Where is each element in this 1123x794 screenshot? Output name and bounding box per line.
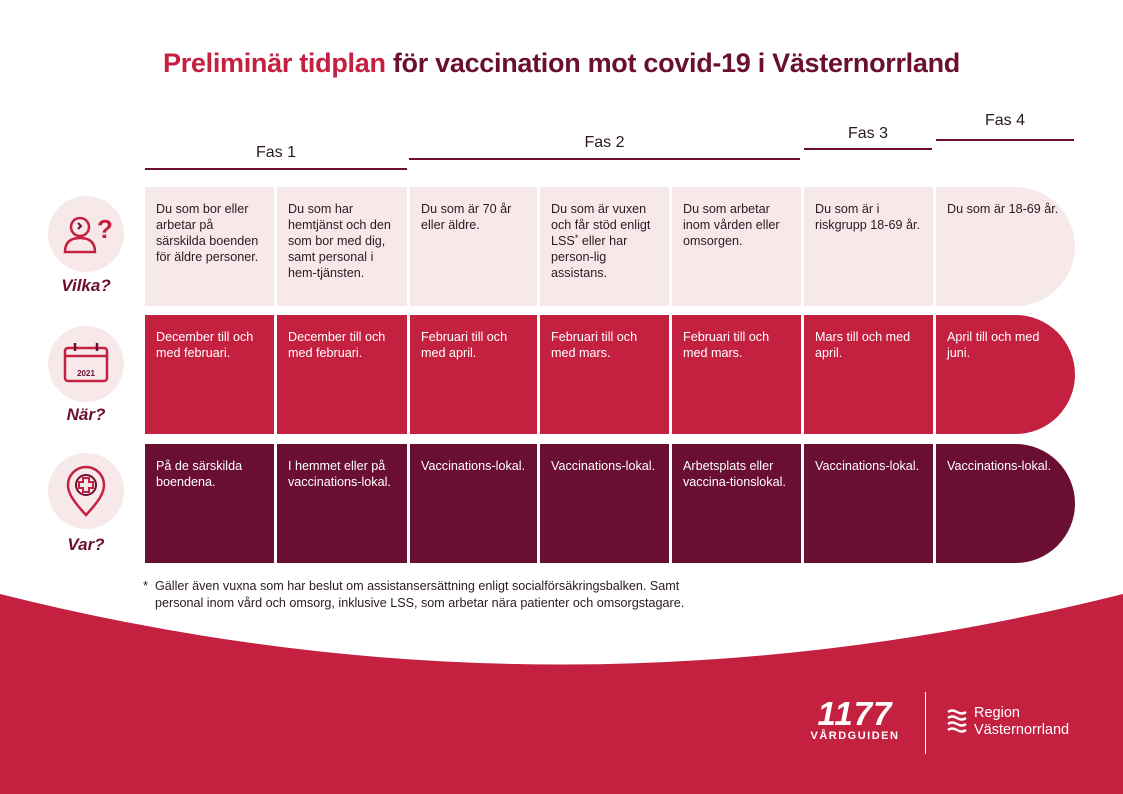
title-rest: för vaccination mot covid-19 i Västernorrland [392,48,960,78]
var-cell-7: Vaccinations-lokal. [936,444,1075,563]
var-cell-4: Vaccinations-lokal. [540,444,669,563]
location-cross-icon [48,453,124,529]
region-logo-text [974,705,1069,739]
svg-text:?: ? [97,214,113,244]
nar-cell-6: Mars till och med april. [804,315,933,434]
footnote-line-1: Gäller även vuxna som har beslut om assistansersättning enligt socialförsäkringsbalken. Samt [155,579,680,593]
var-cell-3: Vaccinations-lokal. [410,444,537,563]
var-cell-5: Arbetsplats eller vaccina-tionslokal. [672,444,801,563]
calendar-icon [48,326,124,402]
phase-1-header [145,144,407,172]
phase-3-line [804,148,932,150]
footnote [145,578,684,612]
phase-1-label: Fas 1 [255,144,296,161]
phase-1-line [145,168,407,170]
phase-4-label: Fas 4 [984,112,1025,129]
footnote-marker: * [574,233,579,243]
vilka-cell-1: Du som bor eller arbetar på särskilda boenden för äldre personer. [145,187,274,306]
var-cell-2: I hemmet eller på vaccinations-lokal. [277,444,407,563]
region-line-2: Västernorrland [974,722,1070,738]
region-crest-icon [946,708,968,738]
var-icon-circle [48,453,124,529]
phase-2-header [409,134,800,162]
vilka-icon-circle [48,196,124,272]
vardguiden-number: 1177 [817,695,893,732]
footnote-line-2: personal inom vård och omsorg, inklusive LSS, som arbetar nära patienter och omsorgstagare. [155,596,685,610]
vilka-cell-6: Du som är i riskgrupp 18-69 år. [804,187,933,306]
var-cell-1: På de särskilda boendena. [145,444,274,563]
row-label-var: Var? [67,535,105,554]
nar-cell-2: December till och med februari. [277,315,407,434]
nar-cell-4: Februari till och med mars. [540,315,669,434]
nar-icon-circle [48,326,124,402]
phase-2-label: Fas 2 [584,134,625,151]
phase-4-line [936,139,1074,141]
person-question-icon [48,196,124,272]
vilka-cell-4-text: Du som är vuxen och får stöd enligt LSS [551,202,651,248]
phase-2-line [409,158,800,160]
calendar-year: 2021 [77,369,95,378]
title-highlight: Preliminär tidplan [162,48,386,78]
vilka-cell-2: Du som har hemtjänst och den som bor med dig, samt personal i hem-tjänsten. [277,187,407,306]
footnote-star: * [143,578,149,593]
var-cell-6: Vaccinations-lokal. [804,444,933,563]
phase-3-label: Fas 3 [847,125,888,142]
vilka-cell-4 [540,187,669,306]
vardguiden-name: VÅRDGUIDEN [810,730,900,742]
phase-4-header [936,112,1074,140]
nar-cell-1: December till och med februari. [145,315,274,434]
page-title [0,48,1123,79]
phase-3-header [804,125,932,153]
logo-divider [925,692,926,754]
nar-cell-7: April till och med juni. [936,315,1075,434]
region-line-1: Region [974,705,1020,721]
vilka-cell-7: Du som är 18-69 år. [936,187,1075,306]
vardguiden-logo [800,697,910,742]
row-label-vilka: Vilka? [61,276,111,295]
vilka-cell-3: Du som är 70 år eller äldre. [410,187,537,306]
row-label-nar: När? [66,405,106,424]
nar-cell-5: Februari till och med mars. [672,315,801,434]
vilka-cell-4-rest: eller har person-lig assistans. [551,234,628,280]
nar-cell-3: Februari till och med april. [410,315,537,434]
vilka-cell-5: Du som arbetar inom vården eller omsorgen. [672,187,801,306]
